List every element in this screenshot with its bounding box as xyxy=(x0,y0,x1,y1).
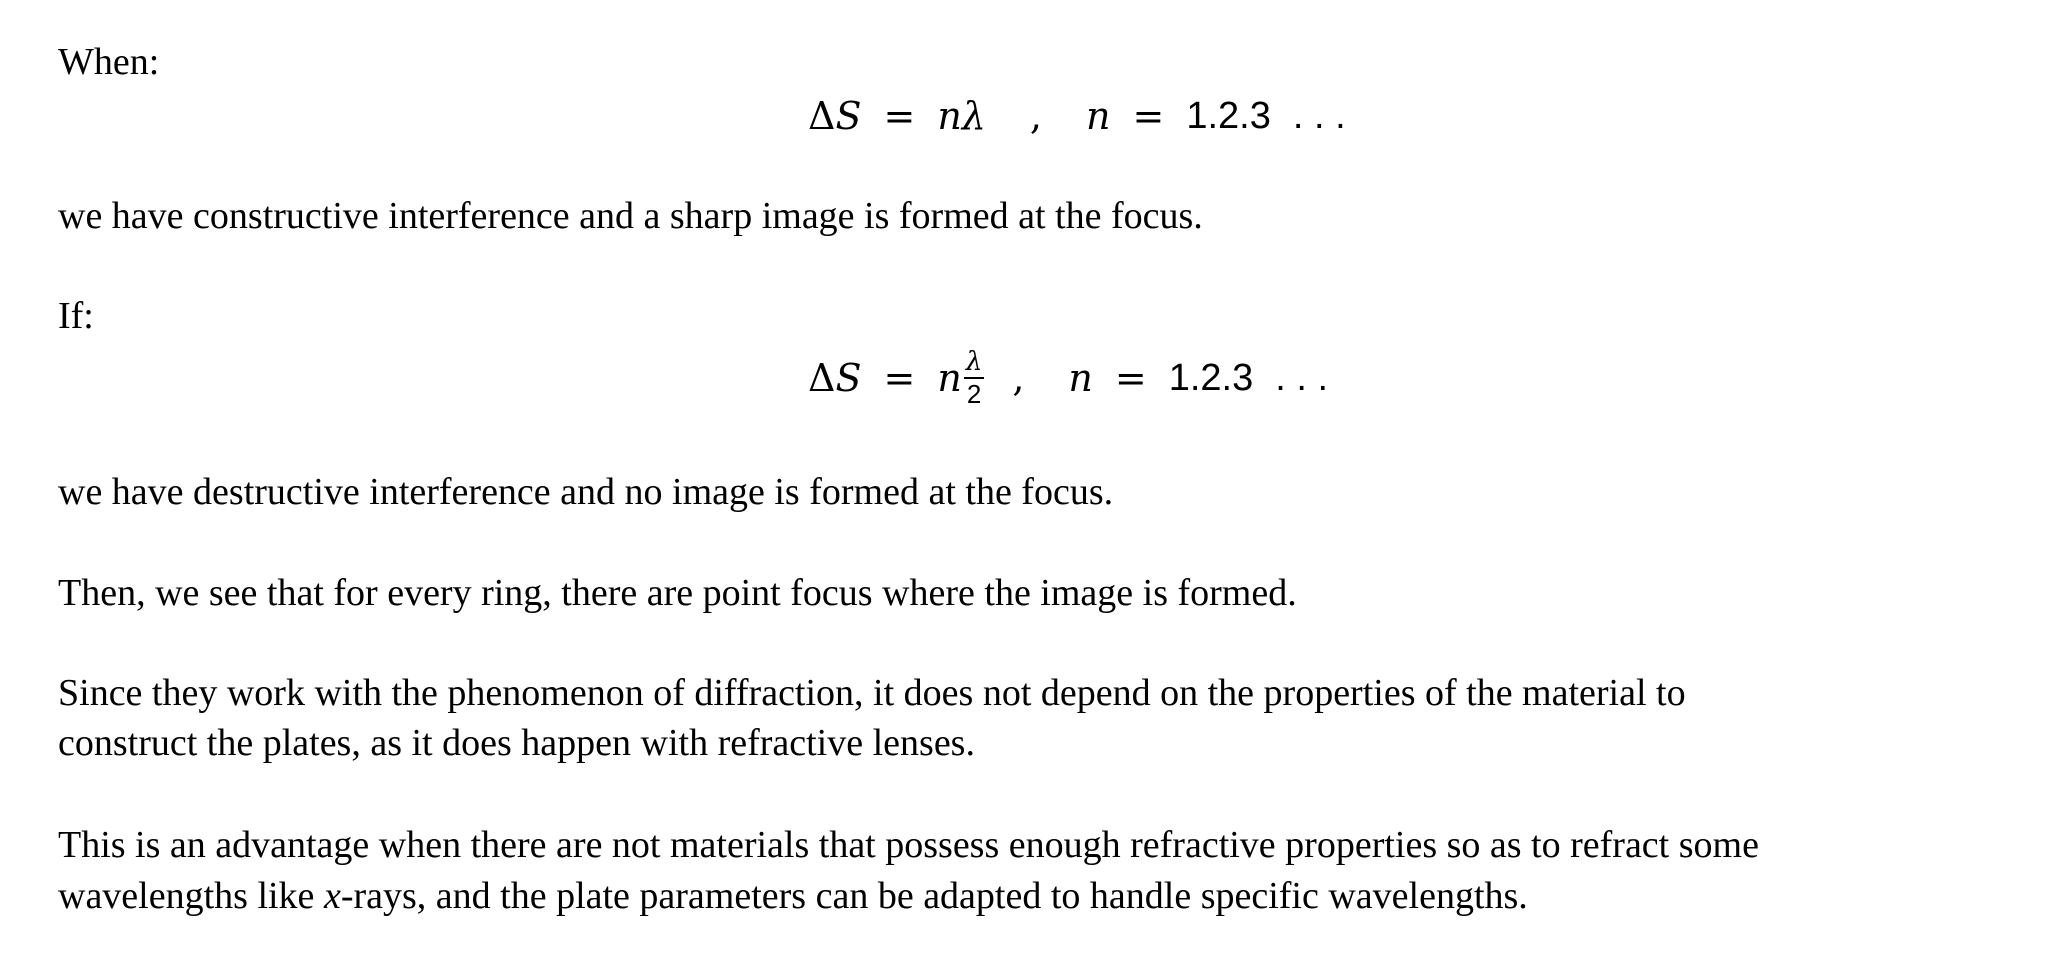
adv-line2-post: -rays, and the plate parameters can be adapted to handle specific wavelengths. xyxy=(340,875,1528,917)
eq1-lambda: λ xyxy=(961,94,986,138)
document-page xyxy=(58,0,2018,960)
eq1-values: 1.2.3 xyxy=(1186,95,1271,137)
eq1-s: S xyxy=(835,94,862,138)
eq2-frac-denominator: 2 xyxy=(966,379,982,409)
eq2-comma: , xyxy=(1012,356,1025,400)
paragraph-destructive: we have destructive interference and no image is formed at the focus. xyxy=(58,471,1114,513)
paragraph-since-line-1: Since they work with the phenomenon of diffraction, it does not depend on the properties of the material to xyxy=(58,672,1686,714)
eq2-dots: . . . xyxy=(1275,357,1329,399)
eq2-equals2: = xyxy=(1114,356,1147,400)
eq1-equals: = xyxy=(883,94,916,138)
eq2-values: 1.2.3 xyxy=(1168,357,1254,399)
eq1-comma: , xyxy=(1029,94,1043,138)
paragraph-ring-focus: Then, we see that for every ring, there are point focus where the image is formed. xyxy=(58,572,1297,614)
eq2-frac-numerator: λ xyxy=(965,347,983,377)
adv-line2-pre: wavelengths like xyxy=(58,875,324,917)
label-if: If: xyxy=(58,295,94,337)
paragraph-constructive: we have constructive interference and a sharp image is formed at the focus. xyxy=(58,195,1203,237)
eq2-s: S xyxy=(835,356,862,400)
eq1-dots: . . . xyxy=(1292,95,1346,137)
eq2-delta: Δ xyxy=(808,356,836,400)
eq2-fraction xyxy=(964,348,984,408)
eq1-equals2: = xyxy=(1132,94,1165,138)
eq1-delta: Δ xyxy=(808,94,836,138)
eq2-equals: = xyxy=(883,356,916,400)
eq1-n2: n xyxy=(1086,94,1111,138)
adv-line2-x: x xyxy=(323,875,341,917)
paragraph-advantage-line-1: This is an advantage when there are not materials that possess enough refractive properties so as to refract some xyxy=(58,824,1759,866)
eq2-n2: n xyxy=(1068,356,1093,400)
equation-destructive xyxy=(808,348,1328,408)
label-when: When: xyxy=(58,41,160,83)
paragraph-since-line-2: construct the plates, as it does happen with refractive lenses. xyxy=(58,722,975,764)
paragraph-advantage-line-2 xyxy=(58,870,1528,922)
eq1-n: n xyxy=(937,94,962,138)
eq2-n: n xyxy=(937,356,962,400)
equation-constructive xyxy=(808,90,1346,142)
